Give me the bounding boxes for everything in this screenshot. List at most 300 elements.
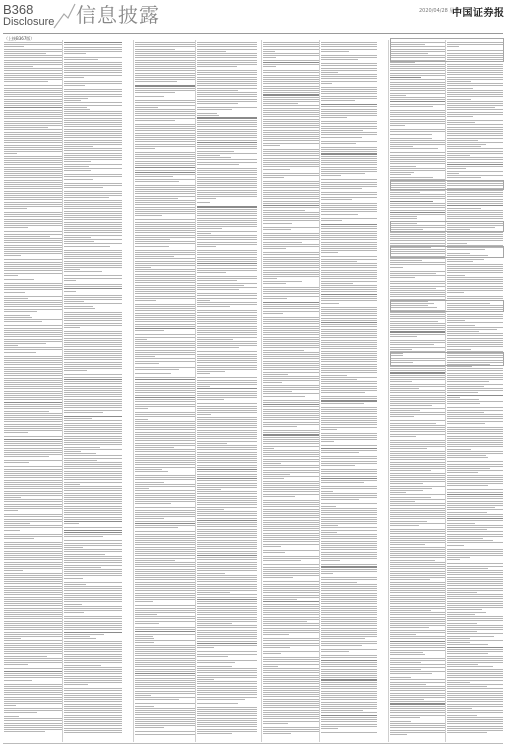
text-line: [135, 198, 178, 199]
text-line: [390, 473, 445, 474]
text-line: [321, 628, 377, 629]
text-line: [447, 153, 503, 154]
text-line: [135, 42, 195, 43]
text-line: [197, 675, 257, 676]
text-line: [4, 536, 62, 537]
text-line: [4, 586, 62, 587]
text-line: [321, 510, 377, 511]
text-line: [447, 171, 503, 172]
text-line: [321, 560, 340, 561]
text-line: [321, 281, 377, 282]
text-line: [390, 142, 445, 143]
text-line: [390, 690, 445, 691]
text-line: [135, 634, 195, 635]
text-line: [390, 420, 445, 421]
text-line: [135, 395, 195, 396]
text-line: [321, 333, 377, 334]
text-line: [197, 588, 257, 589]
text-line: [321, 588, 377, 589]
text-line: [64, 584, 86, 585]
text-line: [263, 456, 319, 457]
text-line: [4, 287, 62, 288]
text-line: [135, 421, 195, 422]
text-line: [390, 203, 445, 204]
text-line: [135, 392, 195, 393]
text-line: [390, 643, 445, 644]
text-line: [321, 199, 352, 200]
text-line: [64, 135, 122, 136]
text-line: [135, 434, 195, 435]
text-line: [64, 137, 122, 138]
text-line: [321, 643, 377, 644]
text-line: [64, 495, 122, 496]
text-line: [4, 184, 62, 185]
text-line: [4, 413, 62, 414]
text-line: [390, 481, 445, 482]
text-line: [197, 341, 257, 342]
text-line: [4, 339, 62, 340]
continuation-note: （上接B367版）: [4, 36, 35, 41]
text-line: [64, 278, 122, 279]
text-line: [197, 77, 257, 78]
text-line: [4, 94, 62, 95]
text-line: [135, 449, 195, 450]
text-line: [321, 98, 377, 99]
text-line: [197, 164, 239, 165]
text-line: [447, 192, 503, 193]
text-line: [390, 693, 445, 694]
text-line: [447, 114, 503, 115]
text-line: [263, 233, 319, 234]
text-line: [197, 515, 257, 516]
text-line: [390, 647, 445, 648]
text-line: [263, 465, 319, 466]
text-line: [447, 64, 503, 65]
text-line: [447, 444, 503, 445]
text-line: [390, 273, 436, 274]
text-line: [4, 51, 62, 52]
text-line: [197, 694, 257, 695]
text-line: [390, 623, 445, 624]
text-line: [135, 228, 195, 229]
text-line: [447, 157, 503, 158]
text-line: [321, 558, 377, 559]
text-line: [321, 471, 377, 472]
text-line: [135, 382, 195, 383]
text-line: [135, 595, 195, 596]
text-line: [263, 511, 319, 512]
text-line: [64, 346, 122, 347]
text-line: [263, 703, 319, 704]
text-line: [197, 146, 257, 147]
text-line: [197, 133, 257, 134]
text-line: [390, 531, 445, 532]
text-line: [263, 83, 319, 84]
text-line: [321, 625, 377, 626]
text-line: [447, 464, 503, 465]
text-line: [390, 662, 421, 663]
text-line: [447, 538, 483, 539]
text-line: [4, 62, 62, 63]
text-line: [64, 680, 122, 681]
text-line: [197, 581, 257, 582]
text-line: [390, 267, 403, 268]
text-line: [263, 544, 319, 545]
text-line: [197, 608, 257, 609]
text-line: [321, 506, 336, 507]
text-line: [4, 132, 62, 133]
text-line: [4, 649, 62, 650]
text-line: [447, 201, 503, 202]
text-line: [321, 584, 377, 585]
text-line: [321, 577, 377, 578]
text-line: [197, 168, 257, 169]
text-line: [447, 553, 503, 554]
text-line: [64, 174, 122, 175]
text-line: [135, 187, 195, 188]
table-box: [390, 221, 504, 232]
text-line: [4, 645, 62, 646]
text-line: [64, 129, 122, 130]
text-line: [4, 395, 62, 396]
text-line: [4, 182, 62, 183]
text-line: [390, 634, 416, 635]
text-line: [4, 134, 62, 135]
text-line: [135, 651, 195, 652]
text-line: [4, 718, 62, 719]
text-line: [197, 688, 257, 689]
text-line: [263, 237, 319, 238]
text-line: [447, 414, 503, 415]
text-line: [321, 337, 377, 338]
text-line: [135, 291, 195, 292]
text-line: [263, 42, 319, 43]
text-line: [390, 236, 445, 237]
text-line: [4, 167, 62, 168]
text-line: [4, 391, 62, 392]
text-line: [135, 582, 195, 583]
text-line: [4, 616, 62, 617]
text-line: [135, 477, 195, 478]
text-line: [321, 274, 377, 275]
text-line: [321, 699, 377, 700]
text-line: [4, 491, 62, 492]
text-line: [390, 131, 445, 132]
text-line: [390, 459, 445, 460]
text-line: [263, 558, 319, 559]
text-line: [263, 112, 319, 113]
text-line: [390, 271, 445, 272]
text-line: [447, 142, 503, 143]
text-line: [64, 42, 122, 43]
text-line: [263, 75, 319, 76]
text-line: [390, 582, 445, 583]
text-line: [447, 325, 475, 326]
text-line: [197, 507, 257, 508]
text-line: [263, 391, 292, 392]
text-line: [197, 259, 257, 260]
text-column: [197, 42, 257, 740]
text-line: [197, 634, 257, 635]
text-line: [64, 295, 122, 296]
text-line: [197, 44, 257, 45]
text-line: [4, 107, 62, 108]
text-line: [4, 283, 62, 284]
text-line: [197, 270, 257, 271]
text-line: [64, 610, 122, 611]
text-line: [390, 497, 431, 498]
text-line: [4, 544, 62, 545]
text-line: [4, 186, 62, 187]
text-line: [4, 632, 62, 633]
text-line: [447, 507, 495, 508]
text-line: [447, 290, 503, 291]
text-line: [263, 670, 319, 671]
text-line: [135, 237, 195, 238]
text-line: [447, 384, 503, 385]
text-line: [64, 83, 122, 84]
text-line: [447, 66, 503, 67]
text-line: [390, 645, 445, 646]
text-line: [263, 454, 319, 455]
text-line: [321, 244, 377, 245]
text-line: [263, 681, 319, 682]
text-line: [4, 197, 62, 198]
text-line: [263, 404, 319, 405]
text-line: [4, 341, 62, 342]
text-line: [447, 520, 503, 521]
text-line: [135, 222, 195, 223]
text-line: [135, 319, 195, 320]
text-line: [197, 656, 228, 657]
text-line: [64, 237, 91, 238]
text-line: [197, 720, 257, 721]
text-line: [321, 508, 377, 509]
text-line: [263, 332, 319, 333]
text-line: [321, 554, 377, 555]
text-line: [64, 148, 122, 149]
text-line: [64, 673, 122, 674]
text-line: [64, 669, 122, 670]
text-line: [135, 531, 195, 532]
text-line: [390, 625, 445, 626]
text-line: [263, 319, 319, 320]
text-line: [390, 425, 445, 426]
text-line: [64, 438, 122, 439]
text-line: [135, 191, 195, 192]
text-line: [4, 362, 62, 363]
text-line: [135, 440, 195, 441]
text-line: [447, 649, 503, 650]
text-line: [390, 64, 445, 65]
text-line: [263, 121, 319, 122]
text-line: [197, 584, 257, 585]
text-line: [390, 423, 436, 424]
text-line: [390, 566, 445, 567]
slash-decoration-icon: [52, 2, 76, 30]
text-line: [135, 647, 195, 648]
text-line: [390, 379, 445, 380]
text-line: [321, 634, 377, 635]
text-line: [447, 261, 473, 262]
text-line: [447, 669, 503, 670]
text-line: [64, 98, 88, 99]
text-line: [263, 267, 319, 268]
text-line: [197, 594, 257, 595]
text-line: [263, 55, 319, 56]
text-line: [135, 172, 195, 173]
text-line: [321, 482, 364, 483]
text-line: [197, 548, 257, 549]
text-line: [64, 195, 122, 196]
text-line: [263, 140, 319, 141]
text-line: [4, 264, 62, 265]
text-line: [64, 604, 82, 605]
text-line: [321, 355, 377, 356]
text-line: [135, 354, 195, 355]
text-line: [135, 640, 195, 641]
text-line: [64, 81, 122, 82]
text-line: [321, 420, 377, 421]
text-line: [321, 357, 377, 358]
text-line: [64, 379, 122, 380]
text-line: [263, 389, 319, 390]
text-line: [263, 679, 319, 680]
text-line: [197, 174, 257, 175]
text-line: [197, 55, 257, 56]
text-line: [197, 632, 257, 633]
text-line: [263, 463, 281, 464]
text-line: [321, 372, 377, 373]
text-line: [4, 369, 62, 370]
text-line: [447, 609, 482, 610]
text-line: [197, 170, 257, 171]
text-line: [4, 285, 62, 286]
text-line: [4, 347, 62, 348]
text-line: [390, 386, 445, 387]
text-line: [390, 260, 422, 261]
text-line: [447, 238, 503, 239]
text-line: [64, 676, 122, 677]
text-line: [197, 287, 257, 288]
text-line: [197, 120, 257, 121]
text-line: [321, 517, 377, 518]
text-line: [263, 450, 319, 451]
text-line: [135, 384, 195, 385]
text-line: [4, 236, 50, 237]
text-line: [197, 544, 257, 545]
text-line: [321, 398, 377, 399]
text-line: [135, 102, 195, 103]
text-line: [321, 128, 377, 129]
text-line: [64, 241, 94, 242]
text-line: [4, 699, 62, 700]
text-line: [135, 46, 195, 47]
text-line: [321, 617, 377, 618]
text-line: [135, 219, 195, 220]
text-line: [447, 656, 503, 657]
text-line: [197, 213, 257, 214]
text-line: [263, 448, 274, 449]
text-line: [263, 132, 319, 133]
text-line: [135, 330, 164, 331]
text-line: [263, 430, 319, 431]
text-line: [321, 265, 377, 266]
text-line: [4, 610, 62, 611]
text-line: [197, 293, 257, 294]
text-line: [135, 60, 195, 61]
text-line: [447, 386, 484, 387]
text-line: [263, 287, 319, 288]
text-line: [64, 399, 122, 400]
text-line: [447, 392, 478, 393]
text-line: [197, 360, 257, 361]
text-line: [4, 289, 62, 290]
text-line: [4, 731, 45, 732]
text-line: [197, 513, 257, 514]
text-line: [4, 432, 28, 433]
text-line: [321, 259, 377, 260]
text-line: [64, 638, 96, 639]
text-line: [447, 322, 503, 323]
text-line: [197, 447, 257, 448]
text-line: [135, 482, 164, 483]
text-line: [390, 677, 411, 678]
text-line: [263, 130, 319, 131]
text-line: [64, 359, 122, 360]
text-line: [197, 330, 257, 331]
text-line: [263, 183, 319, 184]
text-line: [321, 655, 377, 656]
text-line: [447, 614, 475, 615]
text-line: [447, 438, 503, 439]
text-line: [390, 264, 445, 265]
text-line: [263, 114, 319, 115]
text-line: [64, 725, 122, 726]
text-line: [135, 467, 195, 468]
text-line: [135, 213, 195, 214]
text-line: [390, 464, 445, 465]
text-line: [197, 518, 257, 519]
text-line: [447, 433, 503, 434]
text-line: [64, 660, 122, 661]
text-line: [390, 106, 433, 107]
text-line: [4, 386, 62, 387]
text-line: [321, 673, 377, 674]
text-line: [197, 345, 257, 346]
text-line: [447, 92, 503, 93]
text-line: [197, 476, 257, 477]
text-column: [390, 42, 445, 740]
column-divider: [388, 40, 389, 742]
text-line: [390, 617, 445, 618]
text-line: [321, 194, 377, 195]
text-line: [321, 291, 377, 292]
text-line: [390, 630, 445, 631]
text-line: [64, 70, 122, 71]
text-line: [263, 657, 319, 658]
text-line: [197, 524, 257, 525]
text-line: [263, 489, 319, 490]
text-line: [321, 331, 377, 332]
text-line: [197, 485, 257, 486]
text-line: [390, 453, 445, 454]
text-line: [135, 128, 195, 129]
text-line: [64, 499, 122, 500]
text-line: [64, 388, 122, 389]
text-line: [4, 417, 62, 418]
text-line: [64, 386, 122, 387]
